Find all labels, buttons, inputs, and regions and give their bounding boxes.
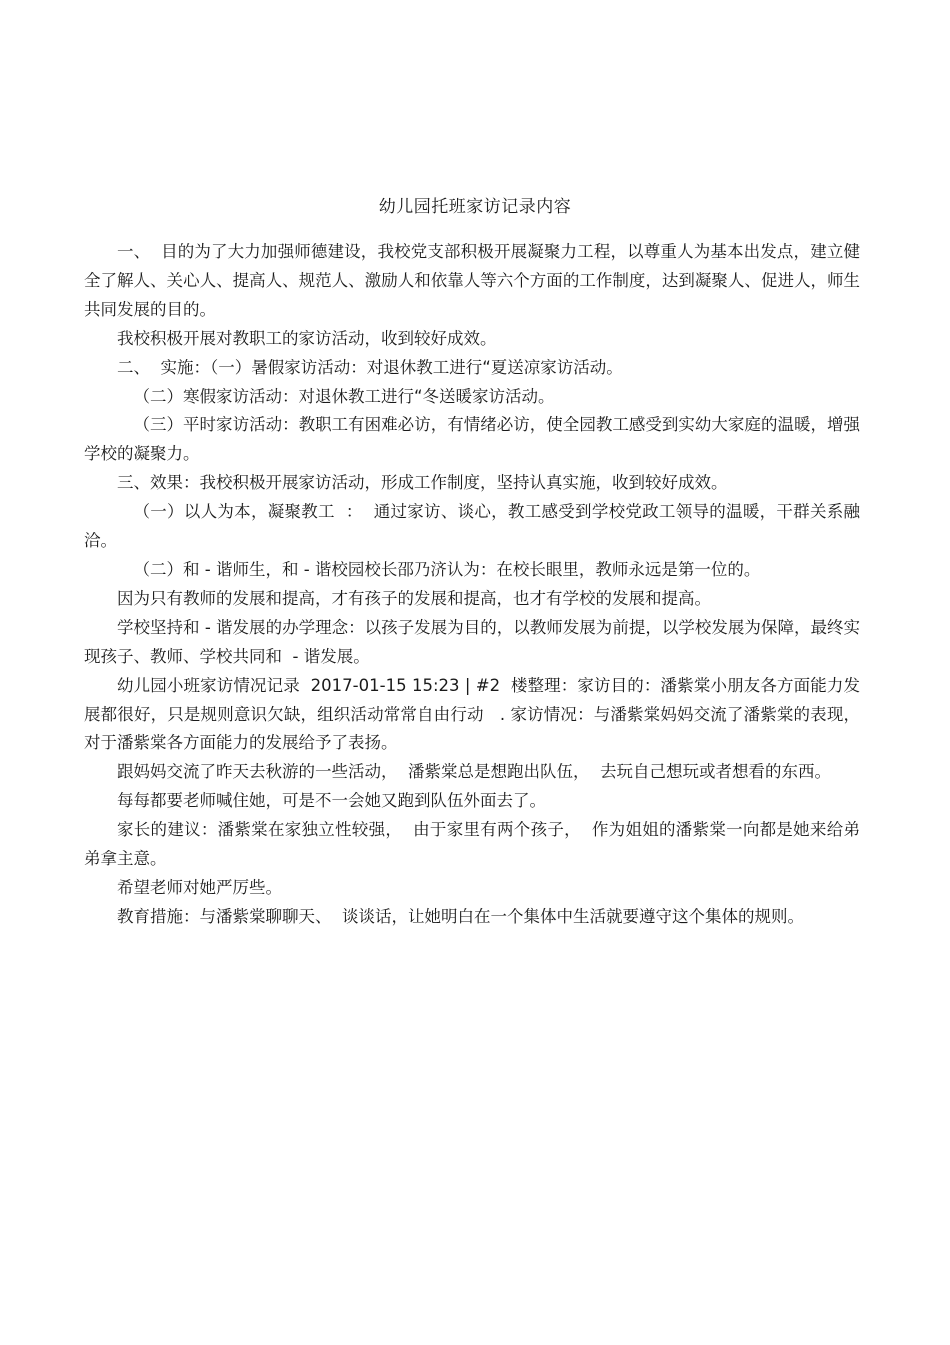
paragraph-autumn-outing: 跟妈妈交流了昨天去秋游的一些活动， 潘紫棠总是想跑出队伍， 去玩自己想玩或者想看的东西。 (117, 762, 831, 782)
paragraph-purpose: 一、 目的为了大力加强师德建设，我校党支部积极开展凝聚力工程，以尊重人为基本出发点，建立健全了解人、关心人、提高人、规范人、激励人和依靠人等六个方面的工作制度，达到凝聚人、促进人，师生共同发展的目的。 (84, 242, 860, 319)
paragraph-home-visit-effect: 我校积极开展对教职工的家访活动，收到较好成效。 (117, 328, 497, 348)
paragraph-strict-teacher: 希望老师对她严厉些。 (117, 877, 282, 897)
paragraph-education-measures: 教育措施：与潘紫棠聊聊天、 谈谈话，让她明白在一个集体中生活就要遵守这个集体的规则。 (117, 906, 804, 926)
paragraph-teacher-development: 因为只有教师的发展和提高，才有孩子的发展和提高，也才有学校的发展和提高。 (117, 588, 711, 608)
paragraph-parent-suggestion: 家长的建议：潘紫棠在家独立性较强， 由于家里有两个孩子， 作为姐姐的潘紫棠一向都是她来给弟弟拿主意。 (84, 820, 860, 869)
paragraph-visit-record: 幼儿园小班家访情况记录 2017-01-15 15:23 | #2 楼整理：家访目的：潘紫棠小朋友各方面能力发展都很好，只是规则意识欠缺，组织活动常常自由行动 . 家访情况：与潘紫棠妈妈交流了潘紫棠的表现，对于潘紫棠各方面能力的发展给予了表扬。 (84, 675, 860, 753)
paragraph-results: 三、效果：我校积极开展家访活动，形成工作制度，坚持认真实施，收到较好成效。 (117, 473, 728, 493)
paragraph-regular-visit: （三）平时家访活动：教职工有困难必访，有情绪必访，使全园教工感受到实幼大家庭的温暖，增强学校的凝聚力。 (84, 415, 860, 464)
paragraph-harmony: （二）和 - 谐师生，和 - 谐校园校长邵乃济认为：在校长眼里，教师永远是第一位的。 (133, 559, 761, 579)
paragraph-implementation: 二、 实施：（一）暑假家访活动：对退休教工进行“夏送凉家访活动。 (117, 357, 623, 377)
paragraph-school-philosophy: 学校坚持和 - 谐发展的办学理念：以孩子发展为目的，以教师发展为前提，以学校发展为保障，最终实现孩子、教师、学校共同和 - 谐发展。 (84, 617, 860, 666)
paragraph-people-oriented: （一）以人为本，凝聚教工 ： 通过家访、谈心，教工感受到学校党政工领导的温暖，干群关系融洽。 (84, 502, 860, 551)
paragraph-winter-visit: （二）寒假家访活动：对退休教工进行“冬送暖家访活动。 (133, 386, 555, 406)
document-title: 幼儿园托班家访记录内容 (378, 197, 572, 217)
paragraph-teacher-calls: 每每都要老师喊住她，可是不一会她又跑到队伍外面去了。 (117, 791, 546, 811)
document-body (84, 238, 860, 932)
